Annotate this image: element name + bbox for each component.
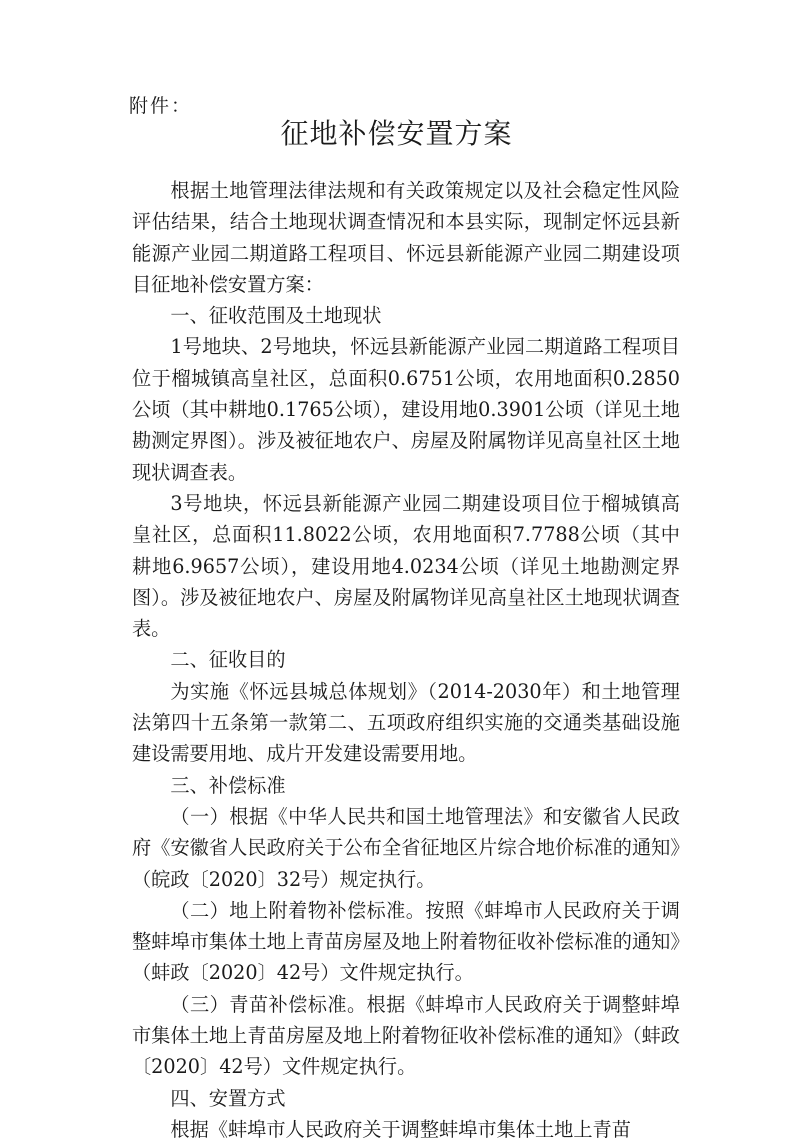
paragraph-standard-2: （二）地上附着物补偿标准。按照《蚌埠市人民政府关于调整蚌埠市集体土地上青苗房屋及地上附着物征收补偿标准的通知》（蚌政〔2020〕42号）文件规定执行。 (132, 898, 680, 985)
section-heading-standards: 三、补偿标准 (170, 773, 286, 797)
paragraph-resettlement: 根据《蚌埠市人民政府关于调整蚌埠市集体土地上青苗 (170, 1117, 631, 1141)
section-heading-scope: 一、征收范围及土地现状 (170, 304, 382, 328)
paragraph-standard-3: （三）青苗补偿标准。根据《蚌埠市人民政府关于调整蚌埠市集体土地上青苗房屋及地上附着物征收补偿标准的通知》（蚌政〔2020〕42号）文件规定执行。 (132, 992, 680, 1079)
document-body (132, 175, 680, 1145)
paragraph-standard-1: （一）根据《中华人民共和国土地管理法》和安徽省人民政府《安徽省人民政府关于公布全省征地区片综合地价标准的通知》（皖政〔2020〕32号）规定执行。 (132, 804, 680, 891)
paragraph-plots-1-2: 1号地块、2号地块，怀远县新能源产业园二期道路工程项目位于榴城镇高皇社区，总面积0.6751公顷，农用地面积0.2850公顷（其中耕地0.1765公顷），建设用地0.3901公顷（详见土地勘测定界图）。涉及被征地农户、房屋及附属物详见高皇社区土地现状调查表。 (132, 335, 680, 484)
intro-paragraph: 根据土地管理法律法规和有关政策规定以及社会稳定性风险评估结果，结合土地现状调查情况和本县实际，现制定怀远县新能源产业园二期道路工程项目、怀远县新能源产业园二期建设项目征地补偿安置方案： (132, 179, 680, 296)
section-heading-purpose: 二、征收目的 (170, 648, 286, 672)
section-heading-resettlement: 四、安置方式 (170, 1086, 286, 1110)
attachment-label: 附件： (129, 95, 193, 117)
paragraph-purpose: 为实施《怀远县城总体规划》（2014-2030年）和土地管理法第四十五条第一款第二、五项政府组织实施的交通类基础设施建设需要用地、成片开发建设需要用地。 (132, 679, 680, 766)
document-title: 征地补偿安置方案 (280, 117, 513, 150)
paragraph-plot-3: 3号地块，怀远县新能源产业园二期建设项目位于榴城镇高皇社区，总面积11.8022公顷，农用地面积7.7788公顷（其中耕地6.9657公顷），建设用地4.0234公顷（详见土地勘测定界图）。涉及被征地农户、房屋及附属物详见高皇社区土地现状调查表。 (132, 491, 680, 641)
